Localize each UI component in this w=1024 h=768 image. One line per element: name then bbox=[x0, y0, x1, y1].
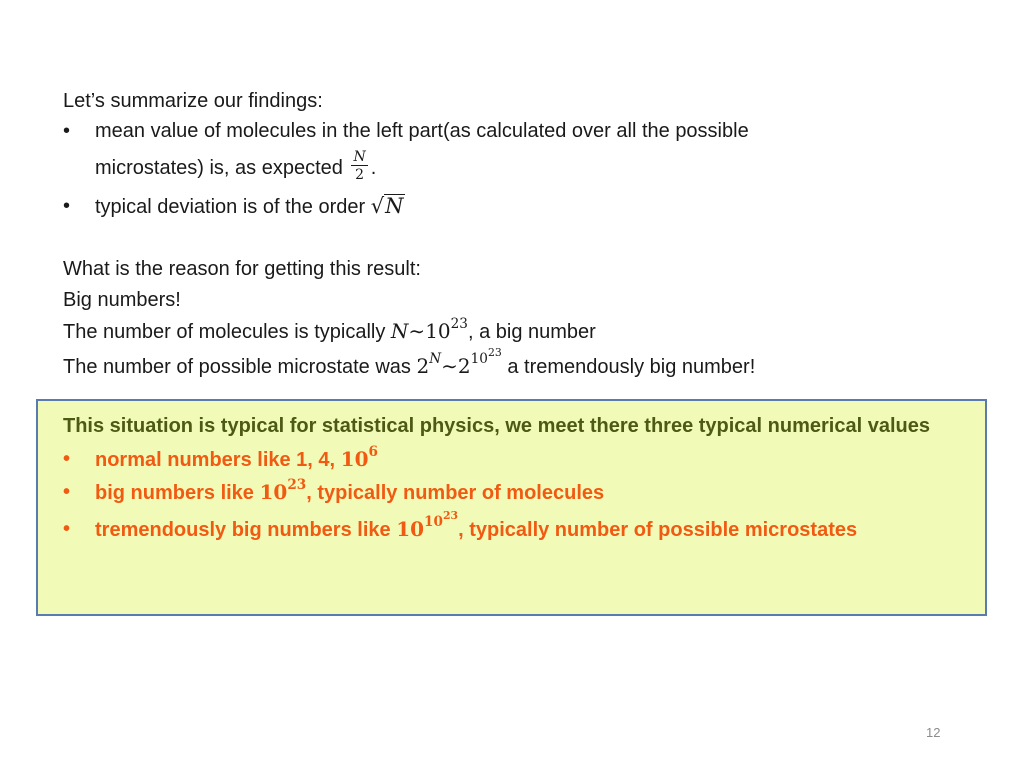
reason-question: What is the reason for getting this result: bbox=[63, 258, 421, 280]
sqrt-n: √N bbox=[370, 194, 404, 218]
bullet-icon: • bbox=[63, 195, 71, 217]
bullet-icon: • bbox=[63, 448, 71, 470]
note-item-big-numbers: • big numbers like $10^{23}$, typically number of molecules bbox=[63, 477, 963, 508]
summary-intro: Let’s summarize our findings: bbox=[63, 90, 323, 112]
highlight-content bbox=[63, 411, 963, 551]
page-number: 12 bbox=[926, 725, 941, 740]
fraction-n-over-2: $\frac{N}{2}$ bbox=[353, 148, 366, 183]
summary-item-deviation: • typical deviation is of the order √N bbox=[63, 190, 963, 223]
summary-section bbox=[63, 86, 963, 223]
bullet-icon: • bbox=[63, 120, 71, 142]
highlight-box bbox=[36, 399, 987, 616]
bullet-icon: • bbox=[63, 481, 71, 503]
summary-item-mean-continued: microstates) is, as expected $\frac{N}{2}$ . bbox=[95, 148, 377, 183]
reason-answer: Big numbers! bbox=[63, 289, 181, 311]
math-10-pow-6: $10^6$ bbox=[340, 444, 378, 471]
math-n-approx-10-23: $N\sim 10^{23}$ bbox=[390, 316, 468, 343]
reason-molecules-count: The number of molecules is typically $N\sim 10^{23}$, a big number bbox=[63, 316, 596, 343]
math-10-pow-23: $10^{23}$ bbox=[259, 477, 307, 504]
note-item-normal-numbers: • normal numbers like 1, 4, $10^6$ bbox=[63, 442, 963, 477]
summary-item-mean: • mean value of molecules in the left part(as calculated over all the possible bbox=[63, 116, 963, 146]
reason-section bbox=[63, 254, 963, 385]
bullet-icon: • bbox=[63, 518, 71, 540]
math-10-pow-10-pow-23: $10^{10^{23}}$ bbox=[396, 509, 459, 541]
note-item-tremendous-numbers: • tremendously big numbers like $10^{10^{23}}$, typically number of possible microstates bbox=[63, 508, 963, 551]
highlight-title: This situation is typical for statistical physics, we meet there three typical numerical values bbox=[63, 415, 930, 437]
math-2-pow-n: $2^N\sim 2^{10^{23}}$ bbox=[416, 346, 502, 378]
reason-microstates-count: The number of possible microstate was $2^N\sim 2^{10^{23}}$ a tremendously big number! bbox=[63, 346, 756, 378]
